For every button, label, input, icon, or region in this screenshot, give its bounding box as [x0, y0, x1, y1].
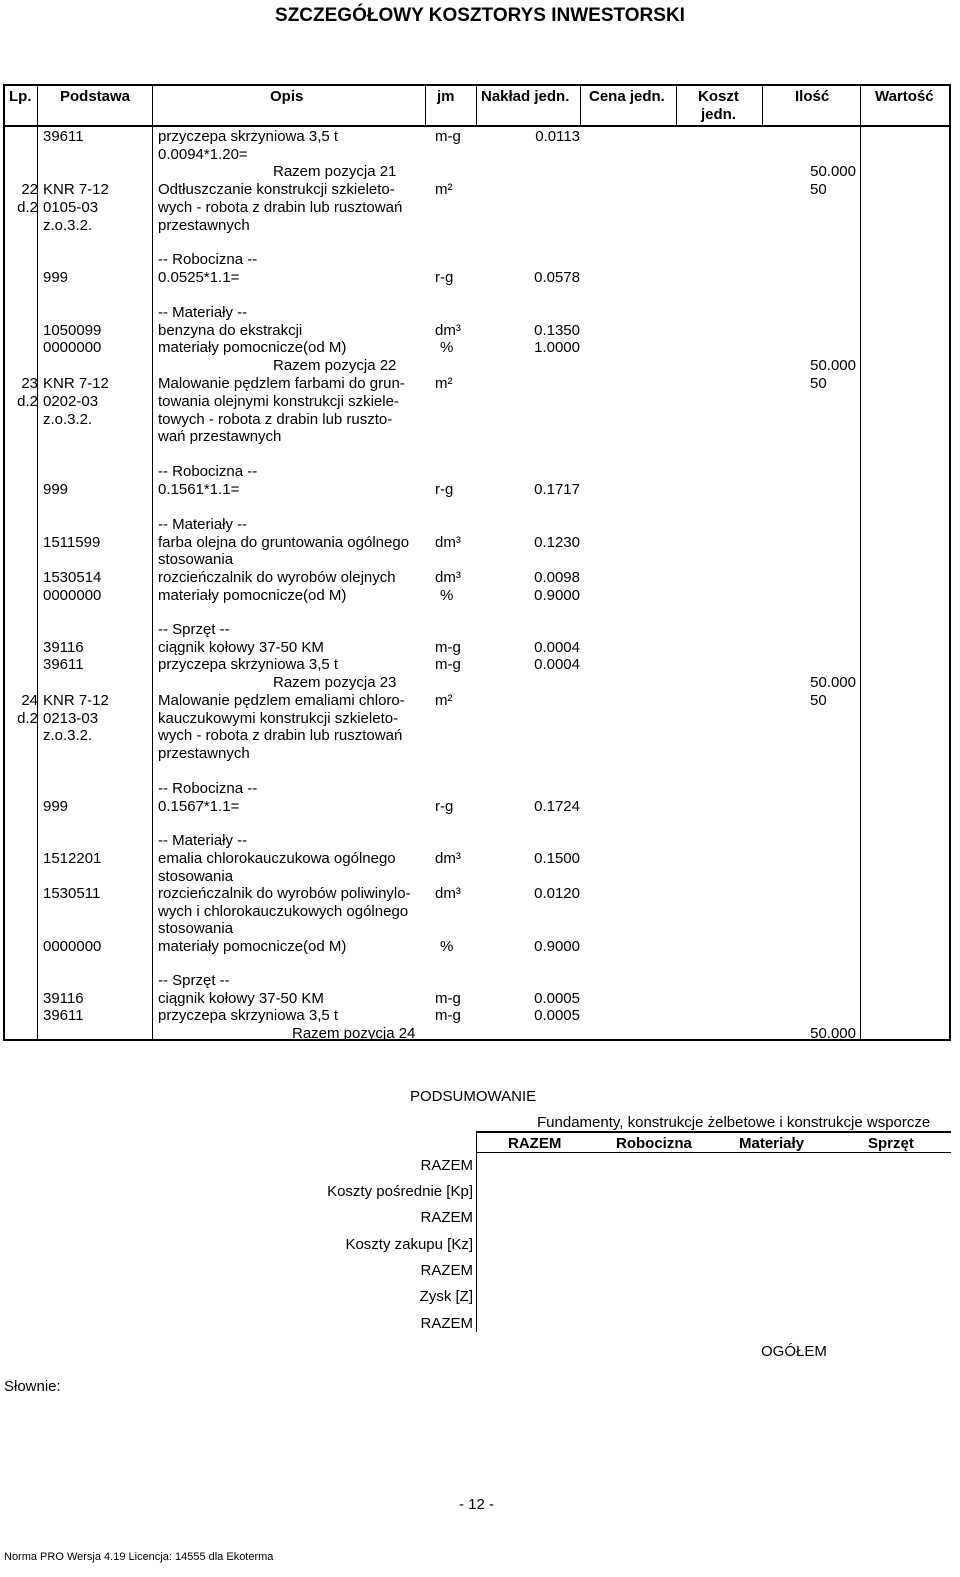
summary-col-razem: RAZEM: [508, 1135, 562, 1152]
summary-section-name: Fundamenty, konstrukcje żelbetowe i konstrukcje wsporcze: [537, 1114, 931, 1131]
col-divider: [580, 84, 581, 125]
row-unit: m-g: [435, 656, 461, 673]
row-unit: r-g: [435, 481, 454, 498]
row-code: 39611: [43, 128, 84, 145]
row-unit: dm³: [435, 569, 461, 586]
header-naklad: Nakład jedn.: [481, 88, 570, 105]
position-basis-code: 0202-03: [43, 393, 99, 410]
row-code: 0000000: [43, 587, 102, 604]
row-unit: dm³: [435, 322, 461, 339]
row-formula: 0.0094*1.20=: [158, 146, 248, 163]
section-equipment: -- Sprzęt --: [158, 621, 230, 638]
position-desc: Odtłuszczanie konstrukcji szkieleto-: [158, 181, 395, 198]
row-nakład: 0.1350: [534, 322, 580, 339]
position-basis-code: 0105-03: [43, 199, 99, 216]
section-materials: -- Materiały --: [158, 304, 248, 321]
header-koszt: Koszt: [698, 88, 739, 105]
position-basis: KNR 7-12: [43, 181, 109, 198]
position-desc: wań przestawnych: [158, 428, 282, 445]
row-nakład: 0.9000: [534, 938, 580, 955]
position-desc: wych - robota z drabin lub rusztowań: [158, 727, 403, 744]
row-formula: 0.1561*1.1=: [158, 481, 240, 498]
row-desc: przyczepa skrzyniowa 3,5 t: [158, 1007, 339, 1024]
position-basis: KNR 7-12: [43, 692, 109, 709]
row-unit: %: [440, 339, 454, 356]
col-divider: [676, 84, 677, 125]
row-unit: %: [440, 938, 454, 955]
row-nakład: 0.1230: [534, 534, 580, 551]
razem-label: Razem pozycja 21: [273, 163, 397, 180]
position-desc: przestawnych: [158, 745, 250, 762]
summary-top-border: [476, 1131, 951, 1133]
row-desc: rozcieńczalnik do wyrobów poliwinylo-: [158, 885, 411, 902]
header-podstawa: Podstawa: [60, 88, 131, 105]
position-basis-note: z.o.3.2.: [43, 217, 93, 234]
col-divider: [425, 84, 426, 125]
summary-col-materialy: Materiały: [739, 1135, 805, 1152]
summary-row-label: RAZEM: [420, 1315, 473, 1332]
row-nakład: 0.1717: [534, 481, 580, 498]
summary-col-sprzet: Sprzęt: [868, 1135, 914, 1152]
row-formula: 0.0525*1.1=: [158, 269, 240, 286]
position-unit: m²: [435, 375, 453, 392]
position-desc: Malowanie pędzlem emaliami chloro-: [158, 692, 405, 709]
summary-total-label: OGÓŁEM: [761, 1343, 827, 1360]
row-unit: r-g: [435, 269, 454, 286]
row-code: 1050099: [43, 322, 102, 339]
header-lp: Lp.: [9, 88, 32, 105]
position-quantity: 50: [810, 181, 827, 198]
section-materials: -- Materiały --: [158, 516, 248, 533]
razem-ilosc: 50.000: [810, 163, 856, 180]
position-number: 22: [21, 181, 38, 198]
section-labour: -- Robocizna --: [158, 251, 258, 268]
row-code: 0000000: [43, 339, 102, 356]
col-divider: [37, 84, 38, 125]
row-desc: materiały pomocnicze(od M): [158, 587, 347, 604]
position-desc: Malowanie pędzlem farbami do grun-: [158, 375, 405, 392]
col-divider: [476, 84, 477, 125]
position-desc: wych - robota z drabin lub rusztowań: [158, 199, 403, 216]
header-wartosc: Wartość: [875, 88, 934, 105]
row-desc: stosowania: [158, 920, 234, 937]
row-unit: dm³: [435, 885, 461, 902]
row-nakład: 0.9000: [534, 587, 580, 604]
header-ilosc: Ilość: [795, 88, 830, 105]
row-code: 1511599: [43, 534, 101, 551]
position-quantity: 50: [810, 692, 827, 709]
summary-row-label: Koszty zakupu [Kz]: [345, 1236, 473, 1253]
razem-ilosc: 50.000: [810, 674, 856, 691]
row-unit: dm³: [435, 850, 461, 867]
position-basis-code: 0213-03: [43, 710, 99, 727]
razem-label: Razem pozycja 22: [273, 357, 397, 374]
header-koszt-jedn: jedn.: [701, 106, 737, 123]
position-desc: przestawnych: [158, 217, 250, 234]
summary-header-border: [476, 1152, 951, 1153]
row-nakład: 0.0098: [534, 569, 580, 586]
col-divider: [152, 84, 153, 125]
col-divider: [37, 125, 38, 1041]
position-desc: kauczukowymi konstrukcji szkieleto-: [158, 710, 399, 727]
row-desc: farba olejna do gruntowania ogólnego: [158, 534, 410, 551]
document-title: SZCZEGÓŁOWY KOSZTORYS INWESTORSKI: [275, 5, 685, 26]
row-nakład: 0.0004: [534, 656, 580, 673]
row-desc: przyczepa skrzyniowa 3,5 t: [158, 656, 339, 673]
col-divider: [860, 125, 861, 1041]
row-desc: materiały pomocnicze(od M): [158, 339, 347, 356]
row-nakład: 0.0005: [534, 1007, 580, 1024]
row-code: 999: [43, 269, 69, 286]
position-quantity: 50: [810, 375, 827, 392]
row-nakład: 0.0113: [535, 128, 580, 145]
summary-row-label: Koszty pośrednie [Kp]: [327, 1183, 473, 1200]
software-footer: Norma PRO Wersja 4.19 Licencja: 14555 dla Ekoterma: [4, 1551, 274, 1563]
row-nakład: 1.0000: [534, 339, 580, 356]
row-code: 1512201: [43, 850, 102, 867]
row-nakład: 0.0005: [534, 990, 580, 1007]
position-number: 24: [21, 692, 38, 709]
position-ref: d.2: [17, 393, 38, 410]
position-basis-note: z.o.3.2.: [43, 411, 93, 428]
position-desc: towych - robota z drabin lub ruszto-: [158, 411, 393, 428]
row-code: 39116: [43, 990, 84, 1007]
row-code: 1530511: [43, 885, 101, 902]
position-unit: m²: [435, 692, 453, 709]
col-divider: [762, 84, 763, 125]
position-desc: towania olejnymi konstrukcji szkiele-: [158, 393, 399, 410]
summary-col-robocizna: Robocizna: [616, 1135, 692, 1152]
row-nakład: 0.0120: [534, 885, 580, 902]
header-cena: Cena jedn.: [589, 88, 665, 105]
summary-row-label: RAZEM: [420, 1209, 473, 1226]
row-nakład: 0.1724: [534, 798, 580, 815]
row-desc: stosowania: [158, 868, 234, 885]
page-number: - 12 -: [459, 1496, 495, 1513]
razem-ilosc: 50.000: [810, 357, 856, 374]
row-unit: m-g: [435, 128, 461, 145]
row-desc: benzyna do ekstrakcji: [158, 322, 303, 339]
row-code: 0000000: [43, 938, 102, 955]
row-code: 39116: [43, 639, 84, 656]
position-basis-note: z.o.3.2.: [43, 727, 93, 744]
razem-label: Razem pozycja 24: [292, 1025, 416, 1042]
row-desc: stosowania: [158, 551, 234, 568]
position-ref: d.2: [17, 199, 38, 216]
col-divider: [152, 125, 153, 1041]
section-labour: -- Robocizna --: [158, 463, 258, 480]
amount-in-words-label: Słownie:: [4, 1378, 61, 1395]
row-desc: wych i chlorokauczukowych ogólnego: [158, 903, 409, 920]
razem-ilosc: 50.000: [810, 1025, 856, 1042]
row-desc: emalia chlorokauczukowa ogólnego: [158, 850, 396, 867]
position-number: 23: [21, 375, 38, 392]
row-unit: m-g: [435, 639, 461, 656]
row-desc: materiały pomocnicze(od M): [158, 938, 347, 955]
row-code: 999: [43, 798, 69, 815]
row-unit: dm³: [435, 534, 461, 551]
cost-table: [3, 84, 951, 1041]
row-nakład: 0.0004: [534, 639, 580, 656]
row-unit: %: [440, 587, 454, 604]
row-code: 1530514: [43, 569, 102, 586]
section-materials: -- Materiały --: [158, 832, 248, 849]
summary-title: PODSUMOWANIE: [410, 1088, 537, 1105]
row-nakład: 0.0578: [534, 269, 580, 286]
summary-row-label: Zysk [Z]: [419, 1288, 473, 1305]
summary-row-label: RAZEM: [420, 1262, 473, 1279]
header-divider: [3, 125, 951, 127]
row-unit: m-g: [435, 990, 461, 1007]
row-formula: 0.1567*1.1=: [158, 798, 240, 815]
position-basis: KNR 7-12: [43, 375, 109, 392]
row-desc: ciągnik kołowy 37-50 KM: [158, 639, 324, 656]
row-desc: rozcieńczalnik do wyrobów olejnych: [158, 569, 396, 586]
section-equipment: -- Sprzęt --: [158, 972, 230, 989]
row-code: 999: [43, 481, 69, 498]
row-nakład: 0.1500: [534, 850, 580, 867]
summary-row-label: RAZEM: [420, 1157, 473, 1174]
row-code: 39611: [43, 656, 84, 673]
header-opis: Opis: [270, 88, 304, 105]
section-labour: -- Robocizna --: [158, 780, 258, 797]
col-divider: [860, 84, 861, 125]
position-ref: d.2: [17, 710, 38, 727]
header-jm: jm: [437, 88, 455, 105]
summary-left-border: [476, 1131, 477, 1332]
razem-label: Razem pozycja 23: [273, 674, 397, 691]
row-desc: przyczepa skrzyniowa 3,5 t: [158, 128, 339, 145]
row-desc: ciągnik kołowy 37-50 KM: [158, 990, 324, 1007]
row-unit: r-g: [435, 798, 454, 815]
row-unit: m-g: [435, 1007, 461, 1024]
row-code: 39611: [43, 1007, 84, 1024]
position-unit: m²: [435, 181, 453, 198]
